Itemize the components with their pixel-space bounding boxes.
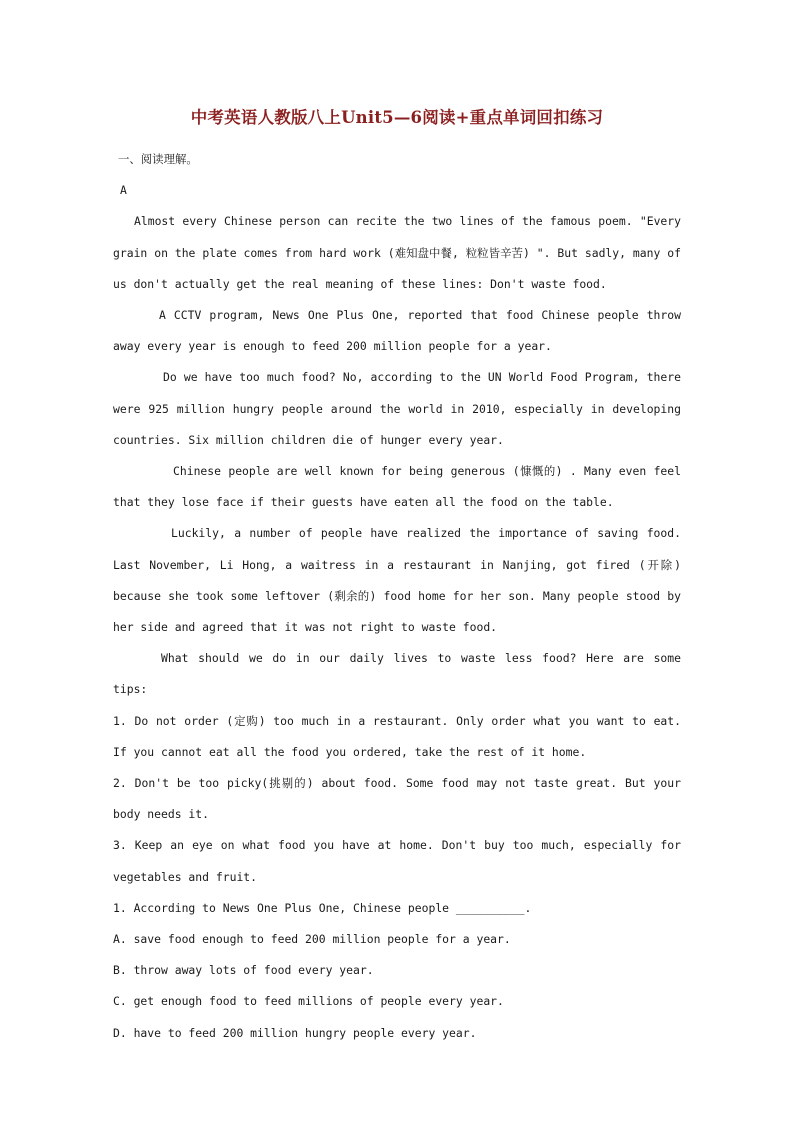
- question-option-d: D. have to feed 200 million hungry people every year.: [113, 1025, 477, 1040]
- paragraph-4: Chinese people are well known for being generous (慷慨的) . Many even feel that they lose face if their guests have eaten all the food on the table.: [113, 464, 681, 510]
- tip-3: 3. Keep an eye on what food you have at home. Don't buy too much, especially for vegetables and fruit.: [113, 838, 681, 884]
- document-title: 中考英语人教版八上Unit5—6阅读+重点单词回扣练习: [190, 108, 604, 127]
- tip-2: 2. Don't be too picky(挑剔的) about food. Some food may not taste great. But your body needs it.: [113, 776, 681, 822]
- paragraph-1: Almost every Chinese person can recite the two lines of the famous poem. "Every grain on the plate comes from hard work (难知盘中餐, 粒粒皆辛苦) ". But sadly, many of us don't actually get the real meaning of these lines: Don't waste food.: [113, 214, 681, 291]
- question-option-c: C. get enough food to feed millions of people every year.: [113, 994, 504, 1009]
- paragraph-3: Do we have too much food? No, according to the UN World Food Program, there were 925 million hungry people around the world in 2010, especially in developing countries. Six million children die of hunger every year.: [113, 370, 681, 447]
- paragraph-2: A CCTV program, News One Plus One, reported that food Chinese people throw away every year is enough to feed 200 million people for a year.: [113, 308, 681, 354]
- document-body: [113, 144, 681, 1049]
- paragraph-6: What should we do in our daily lives to waste less food? Here are some tips:: [113, 651, 681, 697]
- tip-1: 1. Do not order (定购) too much in a restaurant. Only order what you want to eat. If you cannot eat all the food you ordered, take the rest of it home.: [113, 713, 681, 759]
- question-option-b: B. throw away lots of food every year.: [113, 963, 374, 978]
- paragraph-5: Luckily, a number of people have realized the importance of saving food. Last November, Li Hong, a waitress in a restaurant in Nanjing, got fired (开除) because she took some leftover (剩余的) food home for her son. Many people stood by her side and agreed that it was not right to waste food.: [113, 526, 681, 635]
- question-option-a: A. save food enough to feed 200 million people for a year.: [113, 932, 511, 947]
- question-stem: 1. According to News One Plus One, Chinese people __________.: [113, 900, 532, 915]
- passage-label: A: [120, 183, 127, 198]
- section-heading: 一、阅读理解。: [118, 152, 198, 166]
